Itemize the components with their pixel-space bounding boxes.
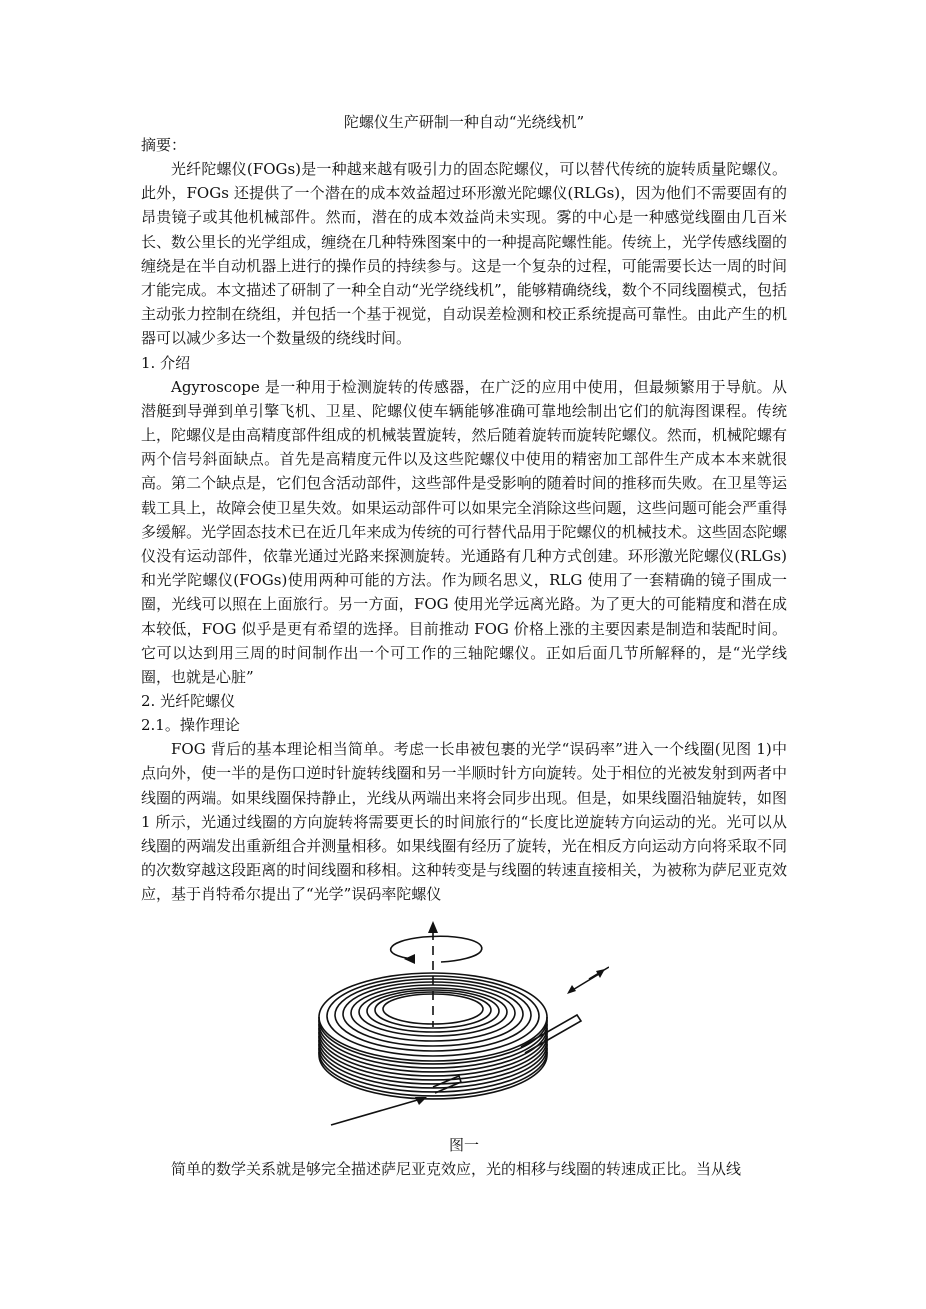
document-title: 陀螺仪生产研制一种自动“光绕线机” (343, 113, 585, 131)
document-page (141, 110, 787, 1181)
section-1-heading: 1. 介绍 (141, 353, 191, 372)
section-1-paragraph: Agyroscope 是一种用于检测旋转的传感器，在广泛的应用中使用，但最频繁用于导航。从潜艇到导弹到单引擎飞机、卫星、陀螺仪使车辆能够准确可靠地绘制出它们的航海图课程。传统上，陀螺仪是由高精度部件组成的机械装置旋转，然后随着旋转而旋转陀螺仪。然而，机械陀螺有两个信号斜面缺点。首先是高精度元件以及这些陀螺仪中使用的精密加工部件生产成本本来就很高。第二个缺点是，它们包含活动部件，这些部件是受影响的随着时间的推移而失败。在卫星等运载工具上，故障会使卫星失效。如果运动部件可以如果完全消除这些问题，这些问题可能会严重得多缓解。光学固态技术已在近几年来成为传统的可行替代品用于陀螺仪的机械技术。这些固态陀螺仪没有运动部件，依靠光通过光路来探测旋转。光通路有几种方式创建。环形激光陀螺仪(RLGs)和光学陀螺仪(FOGs)使用两种可能的方法。作为顾名思义，RLG 使用了一套精确的镜子围成一圈，光线可以照在上面旅行。另一方面，FOG 使用光学远离光路。为了更大的可能精度和潜在成本较低，FOG 似乎是更有希望的选择。目前推动 FOG 价格上涨的主要因素是制造和装配时间。它可以达到用三周的时间制作出一个可工作的三轴陀螺仪。正如后面几节所解释的，是“光学线圈，也就是心脏” (141, 377, 787, 687)
coil-top-windings (319, 973, 547, 1061)
section-2-heading: 2. 光纤陀螺仪 (141, 692, 236, 711)
rotation-arrowhead (404, 954, 415, 964)
figure-caption: 图一 (448, 1135, 479, 1154)
rotation-arrow-curve (391, 936, 482, 962)
abstract-paragraph: 光纤陀螺仪(FOGs)是一种越来越有吸引力的固态陀螺仪，可以替代传统的旋转质量陀螺仪。此外，FOGs 还提供了一个潜在的成本效益超过环形激光陀螺仪(RLGs)，因为他们不需要固有的昂贵镜子或其他机械部件。然而，潜在的成本效益尚未实现。雾的中心是一种感觉线圈由几百米长、数公里长的光学组成，缠绕在几种特殊图案中的一种提高陀螺性能。传统上，光学传感线圈的缠绕是在半自动机器上进行的操作员的持续参与。这是一个复杂的过程，可能需要长达一周的时间才能完成。本文描述了研制了一种全自动“光学绕线机”，能够精确绕线，数个不同线圈模式，包括主动张力控制在绕组，并包括一个基于视觉，自动误差检测和校正系统提高可靠性。由此产生的机器可以减少多达一个数量级的绕线时间。 (141, 160, 787, 348)
section-2-1-heading: 2.1。操作理论 (141, 716, 240, 735)
axis-arrowhead (428, 921, 438, 933)
fiber-coil-drawing (309, 919, 609, 1131)
fiber-coil-figure (141, 911, 787, 1133)
abstract-label: 摘要： (141, 136, 187, 154)
input-arrow-line (331, 1099, 421, 1125)
closing-paragraph: 简单的数学关系就是够完全描述萨尼亚克效应，光的相移与线圈的转速成正比。当从线 (171, 1159, 742, 1178)
section-2-1-paragraph: FOG 背后的基本理论相当简单。考虑一长串被包裹的光学“误码率”进入一个线圈(见图 1)中点向外，使一半的是伤口逆时针旋转线圈和另一半顺时针方向旋转。处于相位的光被发射到两者中线圈的两端。如果线圈保持静止，光线从两端出来将会同步出现。但是，如果线圈沿轴旋转，如图 1 所示，光通过线圈的方向旋转将需要更长的时间旅行的“长度比逆旋转方向运动的光。光可以从线圈的两端发出重新组合并测量相移。如果线圈有经历了旋转，光在相反方向运动方向将采取不同的次数穿越这段距离的时间线圈和移相。这种转变是与线圈的转速直接相关，为被称为萨尼亚克效应，基于肖特希尔提出了“光学”误码率陀螺仪 (141, 740, 787, 904)
